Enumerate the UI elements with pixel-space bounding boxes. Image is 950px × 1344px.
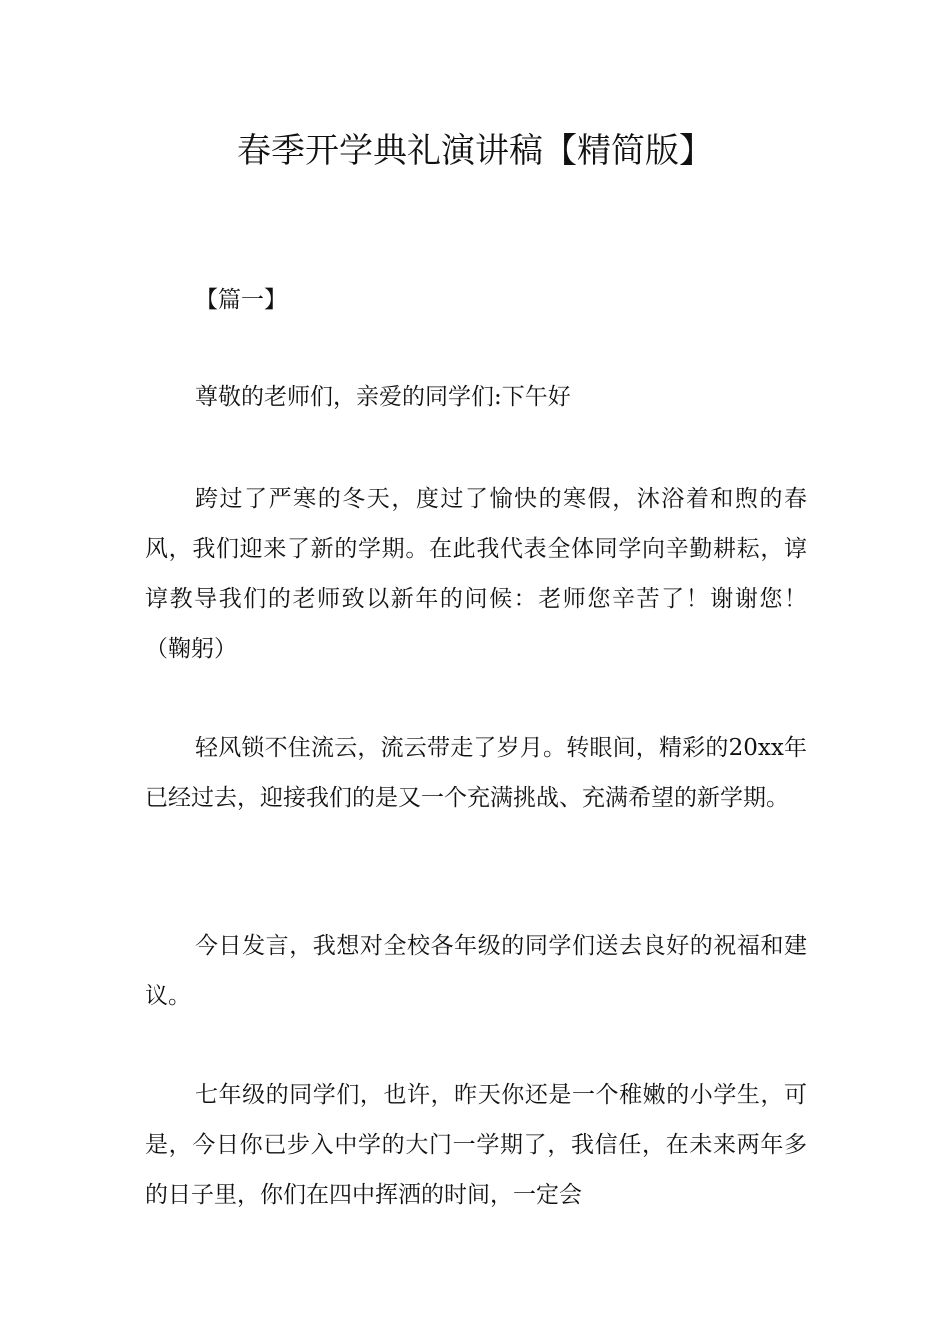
- paragraph-new-semester: 跨过了严寒的冬天，度过了愉快的寒假，沐浴着和煦的春风，我们迎来了新的学期。在此我代表全体同学向辛勤耕耘，谆谆教导我们的老师致以新年的问候：老师您辛苦了！谢谢您！（鞠躬）: [145, 486, 807, 662]
- paragraph-time-passing: 轻风锁不住流云，流云带走了岁月。转眼间，精彩的20xx年已经过去，迎接我们的是又一个充满挑战、充满希望的新学期。: [145, 735, 807, 811]
- paragraph-grade-seven: 七年级的同学们，也许，昨天你还是一个稚嫩的小学生，可是，今日你已步入中学的大门一学期了，我信任，在未来两年多的日子里，你们在四中挥洒的时间，一定会: [145, 1082, 807, 1208]
- paragraph-greeting: 尊敬的老师们，亲爱的同学们:下午好: [195, 384, 571, 410]
- section-label: 【篇一】: [195, 287, 287, 313]
- document-title: 春季开学典礼演讲稿【精简版】: [237, 131, 713, 171]
- paragraph-blessings: 今日发言，我想对全校各年级的同学们送去良好的祝福和建议。: [145, 933, 807, 1009]
